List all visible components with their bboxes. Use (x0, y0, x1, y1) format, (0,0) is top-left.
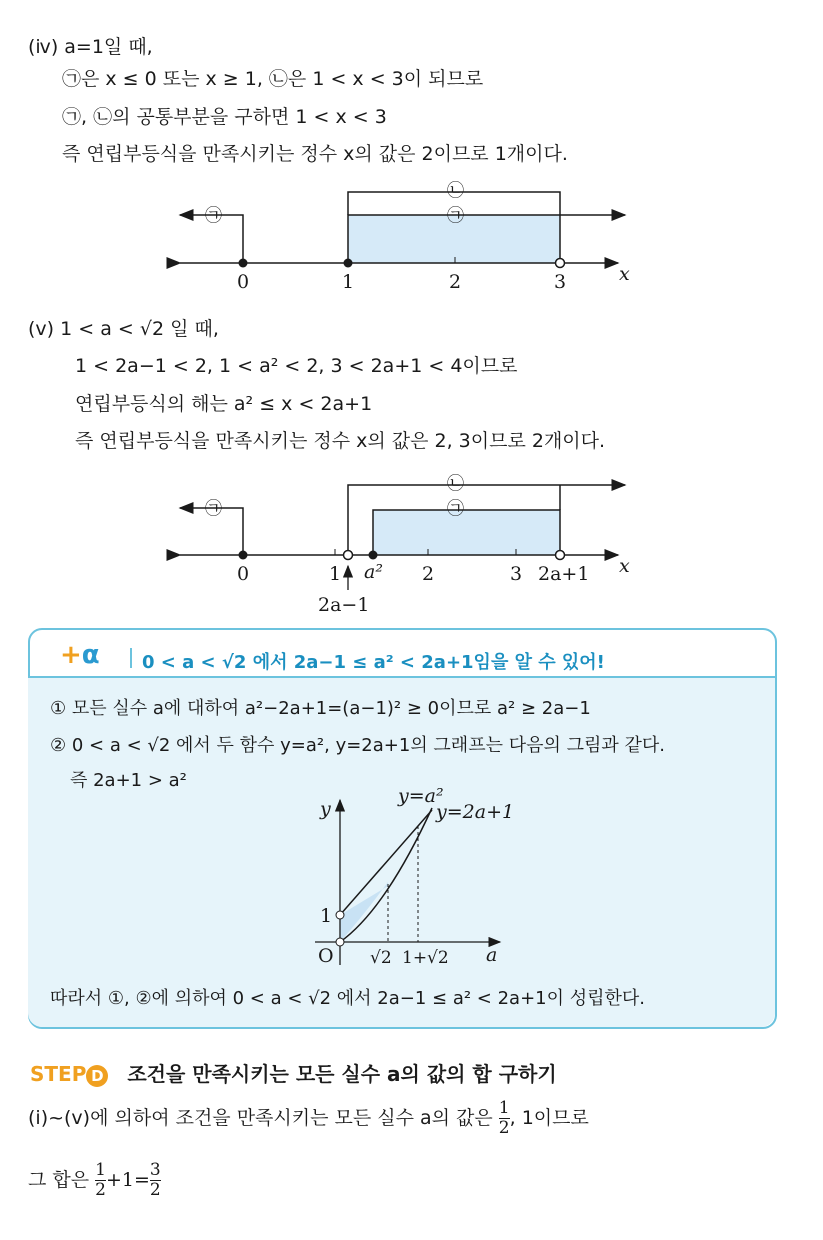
label-circle-1b: ㉠ (447, 206, 464, 226)
case4-line2: ㉠, ㉡의 공통부분을 구하면 1 < x < 3 (62, 106, 387, 128)
tick-label: 3 (554, 271, 567, 293)
axis-var: x (619, 263, 630, 285)
case5-line3: 즉 연립부등식을 만족시키는 정수 x의 값은 2, 3이므로 2개이다. (75, 430, 606, 452)
case5-line2: 연립부등식의 해는 a² ≤ x < 2a+1 (75, 393, 373, 415)
tick-label: a² (364, 561, 383, 583)
case5-line1: 1 < 2a−1 < 2, 1 < a² < 2, 3 < 2a+1 < 4이므로 (75, 355, 518, 377)
case4-line1: ㉠은 x ≤ 0 또는 x ≥ 1, ㉡은 1 < x < 3이 되므로 (62, 68, 484, 90)
case4-title: (ⅳ) a=1일 때, (28, 36, 153, 58)
step-title: 조건을 만족시키는 모든 실수 a의 값의 합 구하기 (127, 1062, 557, 1086)
text: +1= (105, 1169, 150, 1191)
y-intercept-label: 1 (320, 905, 333, 927)
label-circle-1: ㉠ (205, 206, 222, 226)
region-shade (340, 882, 388, 942)
tick-label: 1 (342, 271, 355, 293)
step-line2 (28, 1160, 161, 1200)
case4-line3: 즉 연립부등식을 만족시키는 정수 x의 값은 2이므로 1개이다. (62, 143, 568, 165)
step-line1 (28, 1098, 589, 1138)
arrow-label: 2a−1 (318, 594, 370, 616)
plus-alpha-logo: +α (60, 640, 100, 670)
tick-label: 3 (510, 563, 523, 585)
case5-title: (ⅴ) 1 < a < √2 일 때, (28, 318, 219, 340)
tick-label: 0 (237, 271, 250, 293)
label-circle-2: ㉡ (447, 181, 464, 201)
label-circle-1b: ㉠ (447, 499, 464, 519)
y-axis-label: y (320, 798, 331, 820)
tick-label: 2 (449, 271, 462, 293)
text: , 1이므로 (509, 1107, 589, 1129)
a-axis-label: a (486, 944, 498, 966)
label-circle-2: ㉡ (447, 474, 464, 494)
axis-var: x (619, 555, 630, 577)
step-badge: D (86, 1065, 108, 1087)
step-heading (30, 1058, 557, 1087)
note-header: 0 < a < √2 에서 2a−1 ≤ a² < 2a+1임을 알 수 있어! (142, 652, 605, 673)
tick-label: 1 (329, 563, 342, 585)
tick-label: 2 (422, 563, 435, 585)
curve-label-a-squared: y=a² (398, 785, 444, 807)
line-label: y=2a+1 (436, 801, 515, 823)
note-item-3: 즉 2a+1 > a² (70, 770, 187, 791)
text: 그 합은 (28, 1169, 90, 1191)
tick-label: 0 (237, 563, 250, 585)
fraction-half: $\frac{1}{2}$ (95, 1160, 106, 1200)
tick-1-plus-sqrt2: 1+√2 (402, 948, 449, 968)
fraction-result: $\frac{3}{2}$ (149, 1160, 161, 1200)
note-conclusion: 따라서 ①, ②에 의하여 0 < a < √2 에서 2a−1 ≤ a² < 2a+1이 성립한다. (50, 988, 645, 1009)
text: (ⅰ)~(ⅴ)에 의하여 조건을 만족시키는 모든 실수 a의 값은 (28, 1107, 493, 1129)
origin-label: O (318, 945, 334, 967)
tick-label: 2a+1 (538, 563, 590, 585)
note-item-1: ① 모든 실수 a에 대하여 a²−2a+1=(a−1)² ≥ 0이므로 a² ≥ 2a−1 (50, 698, 591, 719)
step-label: STEP (30, 1062, 87, 1086)
tick-sqrt2: √2 (370, 948, 392, 968)
note-item-2: ② 0 < a < √2 에서 두 함수 y=a², y=2a+1의 그래프는 다음의 그림과 같다. (50, 735, 665, 756)
label-circle-1: ㉠ (205, 499, 222, 519)
fraction-half: $\frac{1}{2}$ (498, 1098, 510, 1138)
